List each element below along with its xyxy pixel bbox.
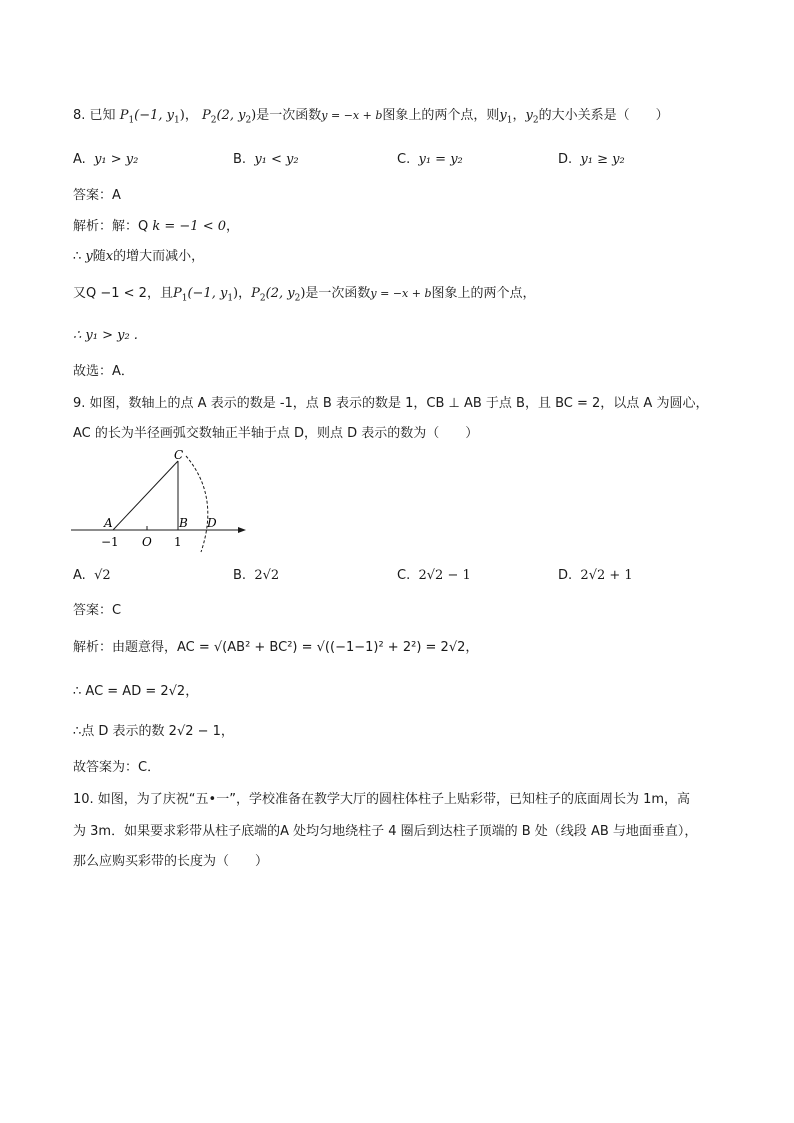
q9-stem-line1: 9. 如图，数轴上的点 A 表示的数是 -1，点 B 表示的数是 1，CB ⊥ AB 于点 B，且 BC = 2，以点 A 为圆心， (73, 396, 709, 411)
q9-option-d: D. 2√2 + 1 (558, 568, 633, 583)
label-b: B (179, 516, 188, 530)
q9-stem-line2: AC 的长为半径画弧交数轴正半轴于点 D，则点 D 表示的数为（ ） (73, 426, 479, 441)
q8-option-a: A. y₁ > y₂ (73, 152, 139, 167)
q10-stem-line3: 那么应购买彩带的长度为（ ） (73, 854, 269, 869)
q8-solution-line3: 又Q −1 < 2，且$P_1(-1$, $y_1$)，$P_2(2$, $y_2$)是一次函数y = −x + b图象上的两个点， (73, 286, 536, 304)
q9-solution-conclusion: 故答案为：C． (73, 760, 161, 775)
q9-solution-line2: ∴ AC = AD = 2√2， (73, 684, 199, 699)
q9-option-c: C. 2√2 − 1 (397, 568, 471, 583)
q8-option-b: B. y₁ < y₂ (233, 152, 299, 167)
q10-stem-line2: 为 3m．如果要求彩带从柱子底端的A 处均匀地绕柱子 4 圈后到达柱子顶端的 B 处（线段 AB 与地面垂直）， (73, 824, 698, 839)
label-one: 1 (174, 535, 182, 549)
label-d: D (207, 516, 217, 530)
q8-stem: 8. 已知 $P_1(-1$, $y_1$)， $P_2(2$, $y_2$)是一次函数y = −x + b图象上的两个点，则$y_1$，$y_2$的大小关系是（ ） (73, 108, 669, 126)
label-origin: O (142, 535, 152, 549)
q8-solution-conclusion: 故选：A． (73, 364, 134, 379)
q8-solution-line2: ∴ y随x的增大而减小， (73, 249, 205, 264)
q9-answer: 答案：C (73, 603, 122, 618)
q9-option-b: B. 2√2 (233, 568, 280, 583)
label-a: A (104, 516, 113, 530)
segment-ac (113, 461, 178, 530)
number-line-arrow (238, 527, 246, 533)
q8-solution-line4: ∴ y₁ > y₂ . (73, 328, 138, 343)
q10-stem-line1: 10. 如图，为了庆祝“五•一”，学校准备在教学大厅的圆柱体柱子上贴彩带，已知柱子的底面周长为 1m，高 (73, 792, 691, 807)
q9-solution-line3: ∴点 D 表示的数 2√2 − 1， (73, 724, 234, 739)
arc-ad (186, 456, 208, 552)
label-c: C (174, 448, 184, 462)
q9-solution-line1: 解析：由题意得，AC = √(AB² + BC²) = √((−1−1)² + 2²) = 2√2， (73, 640, 479, 655)
label-minus-one: −1 (101, 535, 119, 549)
q8-option-d: D. y₁ ≥ y₂ (558, 152, 625, 167)
q9-figure (68, 448, 258, 554)
q8-solution-line1: 解析：解：Q k = −1 < 0， (73, 219, 240, 234)
q8-option-c: C. y₁ = y₂ (397, 152, 463, 167)
q9-option-a: A. √2 (73, 568, 111, 583)
q8-answer: 答案：A (73, 188, 121, 203)
